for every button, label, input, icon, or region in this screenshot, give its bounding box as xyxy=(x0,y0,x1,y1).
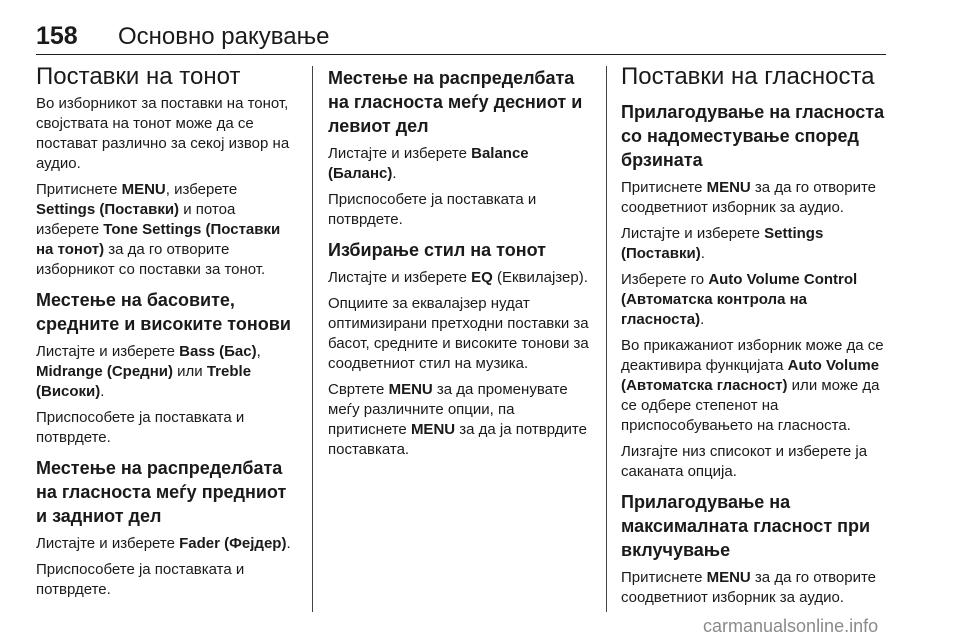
menu-key: MENU xyxy=(121,181,166,198)
watermark: carmanualsonline.info xyxy=(703,616,879,636)
paragraph: Опциите за еквалајзер нудат оптимизирани претходни поставки за басот, средните и високите тонови за соодветниот стил на музика. xyxy=(328,295,589,372)
settings-item: Settings (Поставки) xyxy=(36,201,180,218)
paragraph: Листајте и изберете Bass (Бас), Midrange (Средни) или Treble (Високи). xyxy=(36,343,261,400)
page-header xyxy=(36,22,886,56)
column-2 xyxy=(328,62,592,466)
paragraph: Приспособете ја поставката и потврдете. xyxy=(36,409,245,446)
paragraph: Притиснете MENU, изберете Settings (Поставки) и потоа изберете Tone Settings (Поставки на тонот) за да го отворите изборникот со поставки за тонот. xyxy=(36,181,281,278)
tone-settings-item: Tone Settings (Поставки на тонот) xyxy=(36,221,281,258)
tone-settings-title: Поставки на тонот xyxy=(36,63,241,90)
paragraph: Приспособете ја поставката и потврдете. xyxy=(36,561,245,598)
paragraph: Изберете го Auto Volume Control (Автоматска контрола на гласноста). xyxy=(621,271,858,328)
paragraph: Притиснете MENU за да го отворите соодветниот изборник за аудио. xyxy=(621,179,877,216)
paragraph: Во изборникот за поставки на тонот, својствата на тонот може да се постават различно за секој извор на аудио. xyxy=(36,95,290,172)
paragraph: Листајте и изберете Settings (Поставки). xyxy=(621,225,824,262)
page-number: 158 xyxy=(36,22,78,50)
column-divider-1 xyxy=(312,66,313,612)
max-volume-heading: Прилагодување на максималната гласност при вклучување xyxy=(621,492,871,560)
paragraph: Лизгајте низ списокот и изберете ја саканата опција. xyxy=(621,443,868,480)
paragraph: Листајте и изберете Fader (Фејдер). xyxy=(36,535,291,552)
paragraph: Свртете MENU за да променувате меѓу различните опции, па притиснете MENU за да ја потврдите поставката. xyxy=(328,381,587,458)
paragraph: Листајте и изберете Balance (Баланс). xyxy=(328,145,529,182)
volume-settings-title: Поставки на гласноста xyxy=(621,63,875,90)
balance-heading: Местење на распределбата на гласноста меѓу десниот и левиот дел xyxy=(328,68,583,136)
section-title: Основно ракување xyxy=(118,23,330,50)
paragraph: Листајте и изберете EQ (Еквилајзер). xyxy=(328,269,588,286)
paragraph: Во прикажаниот изборник може да се деактивира функцијата Auto Volume (Автоматска гласност) или може да се одбере степенот на приспособувањето на гласноста. xyxy=(621,337,884,434)
column-1 xyxy=(36,62,300,606)
bass-heading: Местење на басовите, средните и високите тонови xyxy=(36,290,291,334)
header-rule xyxy=(36,54,886,55)
speed-volume-heading: Прилагодување на гласноста со надоместување според брзината xyxy=(621,102,885,170)
paragraph: Притиснете MENU за да го отворите соодветниот изборник за аудио. xyxy=(621,569,877,606)
fader-heading: Местење на распределбата на гласноста меѓу предниот и задниот дел xyxy=(36,458,287,526)
eq-heading: Избирање стил на тонот xyxy=(328,240,546,260)
column-divider-2 xyxy=(606,66,607,612)
column-3 xyxy=(621,62,891,614)
paragraph: Приспособете ја поставката и потврдете. xyxy=(328,191,537,228)
